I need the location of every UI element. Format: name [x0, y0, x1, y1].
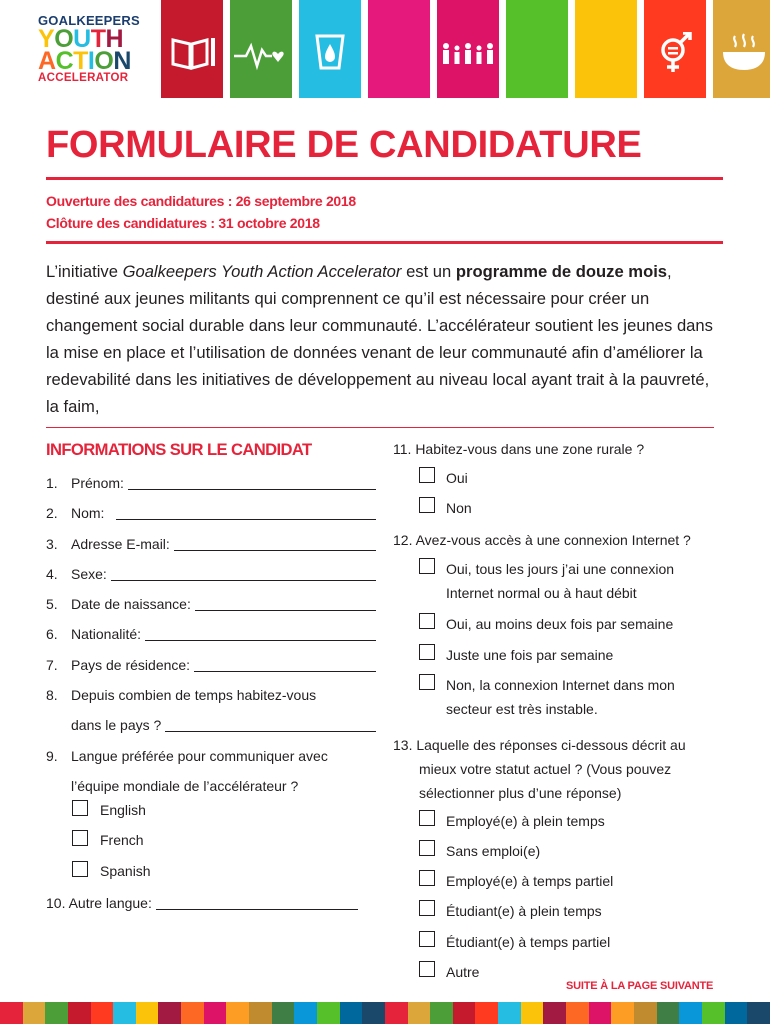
page-title: FORMULAIRE DE CANDIDATURE [46, 124, 642, 166]
birthdate-input[interactable] [195, 596, 376, 611]
prenom-input[interactable] [128, 475, 376, 490]
field-nom: 2. Nom: [46, 505, 376, 535]
color-strip-segment [362, 1002, 385, 1024]
intro-program-name: Goalkeepers Youth Action Accelerator [122, 262, 402, 281]
color-strip-segment [158, 1002, 181, 1024]
family-icon [437, 32, 499, 74]
color-strip-segment [543, 1002, 566, 1024]
title-divider [46, 177, 723, 180]
color-strip-segment [385, 1002, 408, 1024]
internet-unstable-checkbox[interactable] [419, 674, 435, 690]
color-strip-segment [226, 1002, 249, 1024]
nom-input[interactable] [116, 505, 376, 520]
color-strip-segment [45, 1002, 68, 1024]
unemployed-checkbox[interactable] [419, 840, 435, 856]
color-strip-segment [340, 1002, 363, 1024]
color-strip-segment [0, 1002, 23, 1024]
color-strip-segment [702, 1002, 725, 1024]
field-duration-line2: dans le pays ? [46, 717, 376, 747]
field-birthdate: 5. Date de naissance: [46, 596, 376, 626]
color-strip-segment [408, 1002, 431, 1024]
color-strip-segment [634, 1002, 657, 1024]
opening-date: Ouverture des candidatures : 26 septembre 2018 [46, 193, 356, 209]
employed-full-checkbox[interactable] [419, 810, 435, 826]
logo-line-action: ACTION [38, 47, 131, 75]
non-checkbox[interactable] [419, 497, 435, 513]
field-prenom: 1. Prénom: [46, 475, 376, 505]
option-french: French [46, 832, 376, 862]
application-dates [46, 190, 356, 234]
water-drop-icon [299, 32, 361, 74]
option-student-full: Étudiant(e) à plein temps [393, 904, 723, 934]
field-residence: 7. Pays de résidence: [46, 657, 376, 687]
color-strip-segment [113, 1002, 136, 1024]
sdg-tile-water [299, 0, 361, 98]
field-email: 3. Adresse E-mail: [46, 536, 376, 566]
goalkeepers-logo [38, 14, 153, 89]
color-strip-segment [91, 1002, 114, 1024]
dates-divider [46, 241, 723, 244]
intro-text: est un [401, 262, 456, 281]
book-pencil-icon [161, 32, 223, 74]
right-questions [393, 441, 723, 995]
color-strip-segment [317, 1002, 340, 1024]
color-strip-segment [204, 1002, 227, 1024]
student-full-checkbox[interactable] [419, 900, 435, 916]
question-internet: 12. Avez-vous accès à une connexion Internet ? [393, 532, 691, 549]
color-strip-segment [181, 1002, 204, 1024]
option-internet-weekly: Juste une fois par semaine [393, 648, 723, 678]
email-input[interactable] [174, 536, 376, 551]
sdg-tile-hunger [713, 0, 770, 98]
color-strip-segment [249, 1002, 272, 1024]
option-spanish: Spanish [46, 863, 376, 893]
employed-part-checkbox[interactable] [419, 870, 435, 886]
color-strip-segment [725, 1002, 748, 1024]
color-strip-segment [679, 1002, 702, 1024]
option-internet-twice: Oui, au moins deux fois par semaine [393, 617, 723, 647]
option-internet-unstable: Non, la connexion Internet dans mon secteur est très instable. [393, 678, 723, 733]
color-strip-segment [136, 1002, 159, 1024]
sdg-tile-pink [368, 0, 430, 98]
color-strip-segment [589, 1002, 612, 1024]
sdg-tiles [161, 0, 770, 98]
question-language: 9. Langue préférée pour communiquer avec [46, 747, 328, 764]
option-english: English [46, 802, 376, 832]
color-strip-segment [498, 1002, 521, 1024]
intro-text: L’initiative [46, 262, 123, 281]
other-checkbox[interactable] [419, 961, 435, 977]
question-status: 13. Laquelle des réponses ci-dessous décrit au mieux votre statut actuel ? (Vous pouvez sélectionner plus d’une réponse) [393, 736, 686, 801]
option-oui: Oui [393, 471, 723, 501]
internet-twice-checkbox[interactable] [419, 613, 435, 629]
option-internet-daily: Oui, tous les jours j’ai une connexion Internet normal ou à haut débit [393, 562, 723, 617]
sexe-input[interactable] [111, 566, 376, 581]
sdg-color-strip [0, 1002, 770, 1024]
option-non: Non [393, 501, 723, 531]
sdg-tile-inequality [437, 0, 499, 98]
spanish-checkbox[interactable] [72, 861, 88, 877]
next-page-note: SUITE À LA PAGE SUIVANTE [566, 980, 714, 992]
color-strip-segment [657, 1002, 680, 1024]
other-language-input[interactable] [156, 895, 358, 910]
logo-line-accelerator: ACCELERATOR [38, 72, 129, 84]
color-strip-segment [272, 1002, 295, 1024]
color-strip-segment [294, 1002, 317, 1024]
intro-paragraph [46, 258, 726, 420]
closing-date: Clôture des candidatures : 31 octobre 2018 [46, 215, 320, 231]
candidate-info-section [46, 440, 376, 925]
sdg-tile-green [506, 0, 568, 98]
oui-checkbox[interactable] [419, 467, 435, 483]
sdg-tile-yellow [575, 0, 637, 98]
color-strip-segment [747, 1002, 770, 1024]
color-strip-segment [611, 1002, 634, 1024]
color-strip-segment [23, 1002, 46, 1024]
section-title: INFORMATIONS SUR LE CANDIDAT [46, 440, 312, 459]
color-strip-segment [521, 1002, 544, 1024]
residence-input[interactable] [194, 657, 376, 672]
intro-emphasis: programme de douze mois [455, 262, 668, 281]
color-strip-segment [68, 1002, 91, 1024]
student-part-checkbox[interactable] [419, 931, 435, 947]
french-checkbox[interactable] [72, 830, 88, 846]
page-header [0, 0, 770, 98]
sdg-tile-education [161, 0, 223, 98]
logo-line-youth: YOUTH [38, 25, 124, 53]
color-strip-segment [430, 1002, 453, 1024]
intro-text: , destiné aux jeunes militants qui comprennent ce qu’il est nécessaire pour créer un changement social durable dans leur communauté. L’accélérateur soutient les jeunes dans la mise en place et l’utilisation de données venant de leur communauté afin d’améliorer la redevabilité dans les initiatives de développement au niveau local ayant trait à la pauvreté, la faim, [46, 262, 713, 416]
internet-weekly-checkbox[interactable] [419, 644, 435, 660]
sdg-tile-gender [644, 0, 706, 98]
field-duration: 8. Depuis combien de temps habitez-vous [46, 687, 317, 704]
english-checkbox[interactable] [72, 800, 88, 816]
field-nationality: 6. Nationalité: [46, 626, 376, 656]
color-strip-segment [475, 1002, 498, 1024]
color-strip-segment [453, 1002, 476, 1024]
option-other: Autre [393, 965, 723, 995]
option-unemployed: Sans emploi(e) [393, 844, 723, 874]
nationality-input[interactable] [145, 626, 376, 641]
internet-daily-checkbox[interactable] [419, 558, 435, 574]
option-employed-full: Employé(e) à plein temps [393, 814, 723, 844]
question-rural: 11. Habitez-vous dans une zone rurale ? [393, 441, 645, 457]
logo-line-goalkeepers: GOALKEEPERS [38, 13, 140, 28]
option-employed-part: Employé(e) à temps partiel [393, 874, 723, 904]
option-student-part: Étudiant(e) à temps partiel [393, 935, 723, 965]
field-sexe: 4. Sexe: [46, 566, 376, 596]
sdg-tile-health [230, 0, 292, 98]
section-divider [46, 427, 714, 428]
color-strip-segment [566, 1002, 589, 1024]
question-language-line2: l’équipe mondiale de l’accélérateur ? [71, 777, 299, 794]
heartbeat-icon [230, 32, 292, 74]
field-other-language: 10. Autre langue: [46, 895, 376, 925]
food-bowl-icon [713, 32, 770, 74]
duration-input[interactable] [165, 717, 376, 732]
gender-equality-icon [644, 32, 706, 74]
